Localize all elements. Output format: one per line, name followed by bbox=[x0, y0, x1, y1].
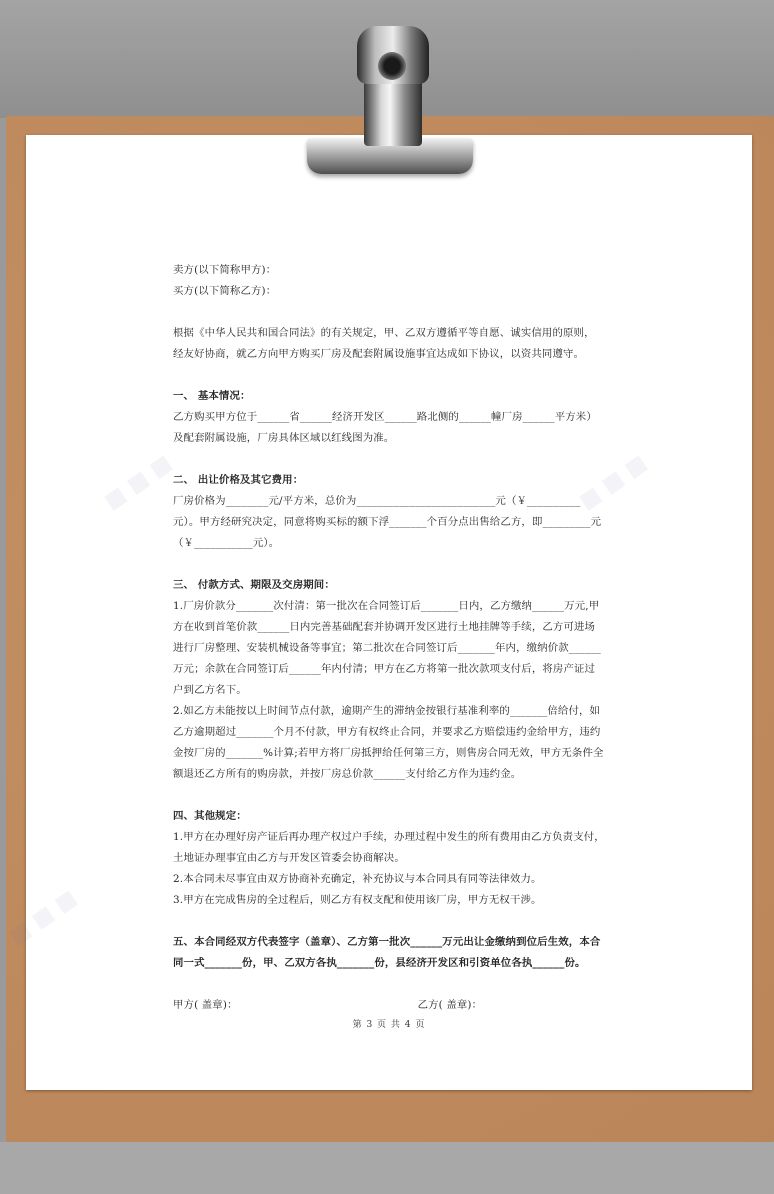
section-4-paragraph-2: 2.本合同未尽事宜由双方协商补充确定，补充协议与本合同具有同等法律效力。 bbox=[173, 873, 542, 885]
section-1-title: 一、 基本情况： bbox=[173, 390, 251, 402]
seller-line: 卖方(以下简称甲方)： bbox=[173, 264, 277, 276]
signature-row bbox=[173, 995, 605, 1016]
section-4-paragraph-1: 1.甲方在办理好房产证后再办理产权过户手续，办理过程中发生的所有费用由乙方负责支付，土地证办理事宜由乙方与开发区管委会协商解决。 bbox=[173, 831, 605, 864]
watermark-icon: ■ ■ ■ bbox=[574, 450, 652, 515]
signature-party-a: 甲方( 盖章)： bbox=[173, 999, 238, 1011]
section-2-title: 二、 出让价格及其它费用： bbox=[173, 474, 304, 486]
section-5-paragraph: 五、本合同经双方代表签字（盖章）、乙方第一批次______万元出让金缴纳到位后生效，本合同一式_______份，甲、乙双方各执_______份，县经济开发区和引资单位各执______份。 bbox=[173, 936, 601, 969]
signature-party-b: 乙方( 盖章)： bbox=[417, 999, 483, 1011]
page-number: 第 3 页 共 4 页 bbox=[352, 1020, 426, 1030]
section-4-paragraph-3: 3.甲方在完成售房的全过程后，则乙方有权支配和使用该厂房，甲方无权干涉。 bbox=[173, 894, 542, 906]
intro-paragraph: 根据《中华人民共和国合同法》的有关规定，甲、乙双方遵循平等自愿、诚实信用的原则，经友好协商，就乙方向甲方购买厂房及配套附属设施事宜达成如下协议，以资共同遵守。 bbox=[173, 327, 595, 360]
section-1-body: 乙方购买甲方位于______省______经济开发区______路北侧的______幢厂房______平方米）及配套附属设施，厂房具体区域以红线图为准。 bbox=[173, 411, 597, 444]
background-floor bbox=[0, 1142, 774, 1194]
section-3-paragraph-2: 2.如乙方未能按以上时间节点付款，逾期产生的滞纳金按银行基准利率的_______倍给付，如乙方逾期超过_______个月不付款，甲方有权终止合同，并要求乙方赔偿违约金给甲方，违约金按厂房的_______%计算;若甲方将厂房抵押给任何第三方，则售房合同无效，甲方无条件全额退还乙方所有的购房款，并按厂房总价款______支付给乙方作为违约金。 bbox=[173, 705, 604, 780]
watermark-icon: ■ ■ ■ bbox=[4, 885, 82, 950]
buyer-line: 买方(以下简称乙方)： bbox=[173, 285, 277, 297]
section-3-paragraph-1: 1.厂房价款分_______次付清：第一批次在合同签订后_______日内，乙方缴纳______万元,甲方在收到首笔价款______日内完善基础配套并协调开发区进行土地挂牌等手续，乙方可进场进行厂房整理、安装机械设备等事宜；第二批次在合同签订后_______年内，缴纳价款______万元；余款在合同签订后______年内付清；甲方在乙方将第一批次款项支付后，将房产证过户到乙方名下。 bbox=[173, 600, 601, 696]
section-3-title: 三、 付款方式、期限及交房期间： bbox=[173, 579, 335, 591]
watermark-icon: ■ ■ ■ bbox=[99, 450, 177, 515]
clip-hole-icon bbox=[378, 52, 406, 80]
section-4-title: 四、其他规定： bbox=[173, 810, 247, 822]
contract-text bbox=[173, 260, 605, 1016]
section-2-body: 厂房价格为________元/平方米，总价为__________________________元（￥__________元）。甲方经研究决定，同意将购买标的额下浮_______个百分点出售给乙方，即_________元（￥___________元）。 bbox=[173, 495, 602, 549]
